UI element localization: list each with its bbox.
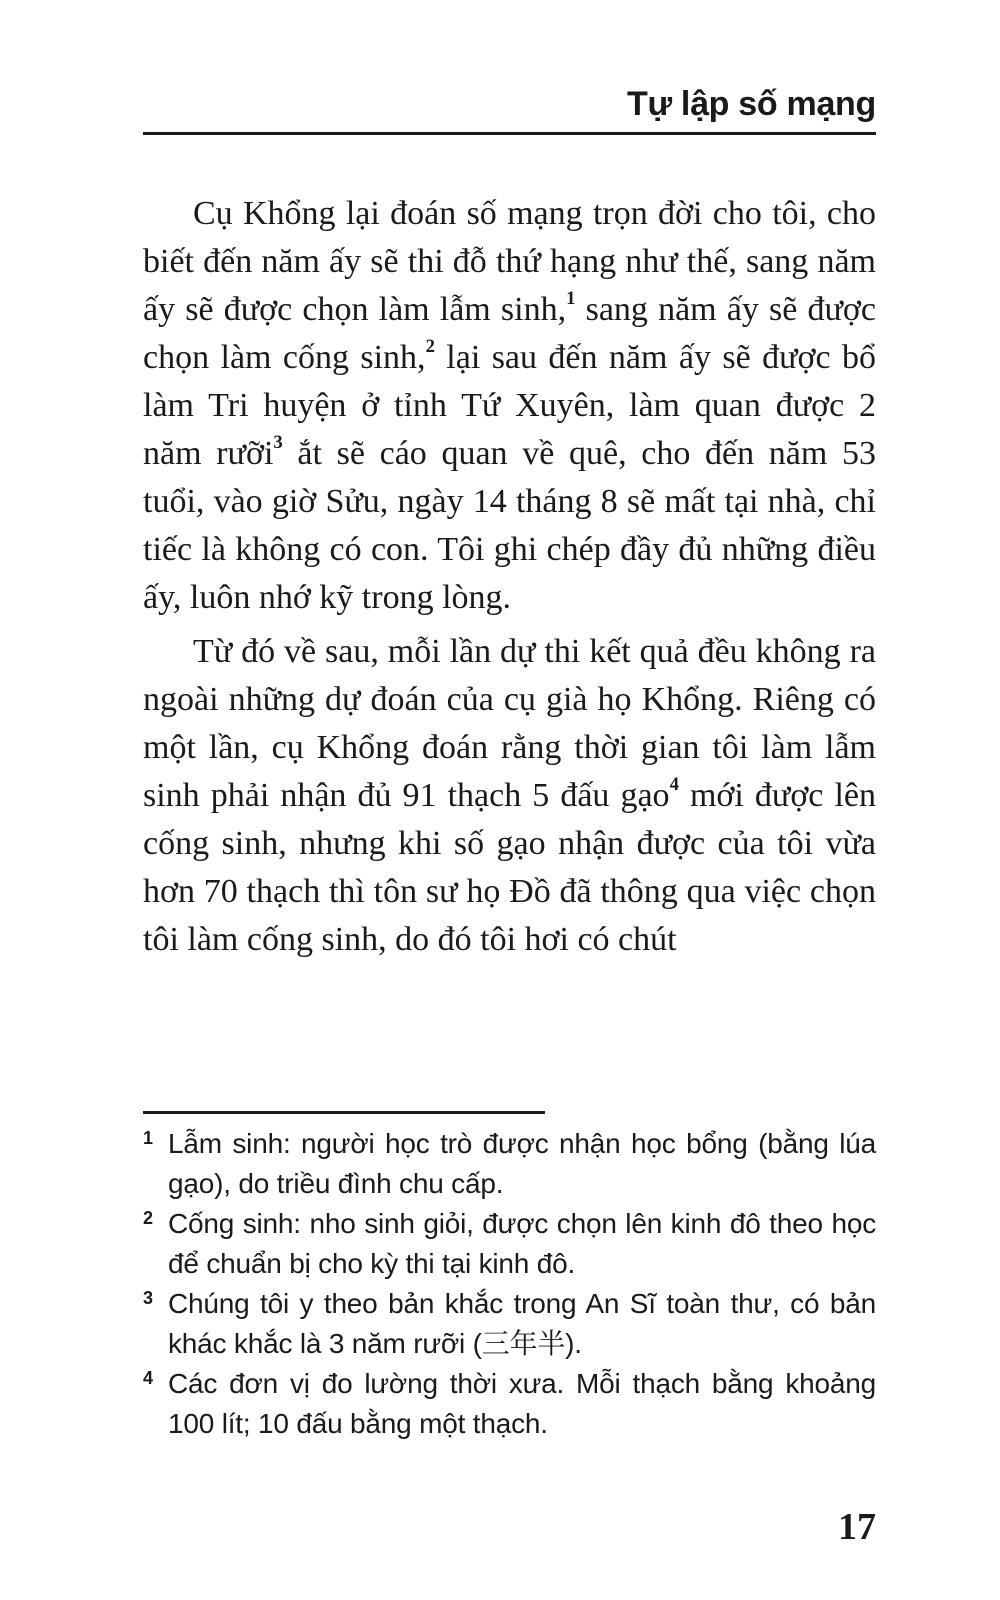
footnote-marker: 4 <box>143 1368 153 1388</box>
paragraph-2 <box>143 628 876 964</box>
paragraph-2-segment-1: Từ đó về sau, mỗi lần dự thi kết quả đều không ra ngoài những dự đoán của cụ già họ Khổng. Riêng có một lần, cụ Khổng đoán rằng thời gian tôi làm lẫm sinh phải nhận đủ 91 thạch 5 đấu gạo <box>143 633 876 814</box>
footnote-ref-3: 3 <box>273 432 283 454</box>
footnote-marker: 2 <box>143 1208 153 1228</box>
running-header: Tự lập số mạng <box>626 85 876 123</box>
footnote-text: Cống sinh: nho sinh giỏi, được chọn lên kinh đô theo học để chuẩn bị cho kỳ thi tại kinh đô. <box>168 1208 876 1279</box>
paragraph-2-segment-2: mới được lên cống sinh, nhưng khi số gạo nhận được của tôi vừa hơn 70 thạch thì tôn sư họ Đồ đã thông qua việc chọn tôi làm cống sinh, do đó tôi hơi có chút <box>143 777 876 958</box>
footnote-2 <box>143 1204 876 1284</box>
page-number: 17 <box>838 1506 876 1548</box>
paragraph-1-segment-4: ắt sẽ cáo quan về quê, cho đến năm 53 tuổi, vào giờ Sửu, ngày 14 tháng 8 sẽ mất tại nhà, chỉ tiếc là không có con. Tôi ghi chép đầy đủ những điều ấy, luôn nhớ kỹ trong lòng. <box>143 435 876 616</box>
footnote-text: Chúng tôi y theo bản khắc trong An Sĩ toàn thư, có bản khác khắc là 3 năm rưỡi (三年半). <box>168 1288 876 1359</box>
paragraph-1-segment-2: sang năm ấy sẽ được chọn làm cống sinh, <box>143 291 876 376</box>
paragraph-1 <box>143 190 876 622</box>
footnote-3 <box>143 1284 876 1364</box>
paragraph-1-segment-1: Cụ Khổng lại đoán số mạng trọn đời cho tôi, cho biết đến năm ấy sẽ thi đỗ thứ hạng như thế, sang năm ấy sẽ được chọn làm lẫm sinh, <box>143 195 876 328</box>
footnote-text: Các đơn vị đo lường thời xưa. Mỗi thạch bằng khoảng 100 lít; 10 đấu bằng một thạch. <box>168 1368 876 1439</box>
footnote-marker: 3 <box>143 1288 153 1308</box>
footnote-text: Lẫm sinh: người học trò được nhận học bổng (bằng lúa gạo), do triều đình chu cấp. <box>168 1128 876 1199</box>
body-text <box>143 190 876 964</box>
paragraph-1-segment-3: lại sau đến năm ấy sẽ được bổ làm Tri huyện ở tỉnh Tứ Xuyên, làm quan được 2 năm rưỡi <box>143 339 876 472</box>
footnote-ref-4: 4 <box>669 774 679 796</box>
footnote-rule <box>143 1111 545 1114</box>
footnote-ref-1: 1 <box>566 288 576 310</box>
footnote-marker: 1 <box>143 1128 153 1148</box>
footnote-4 <box>143 1364 876 1444</box>
footnote-1 <box>143 1124 876 1204</box>
footnote-ref-2: 2 <box>425 336 435 358</box>
header-rule <box>143 132 876 135</box>
footnotes <box>143 1124 876 1444</box>
